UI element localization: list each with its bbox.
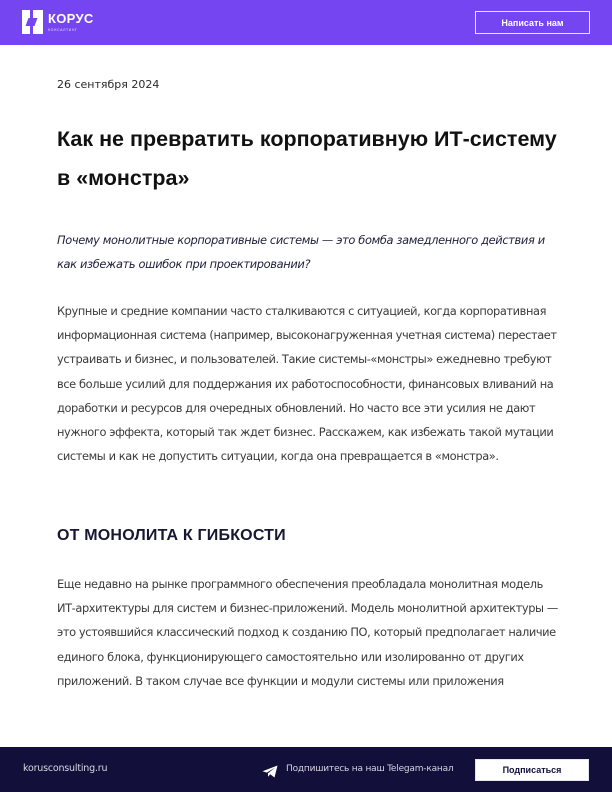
subscribe-button[interactable]: Подписаться bbox=[475, 759, 589, 781]
korus-logo-icon bbox=[22, 10, 43, 34]
logo-name: КОРУС bbox=[48, 11, 94, 26]
logo-subtitle: КОНСАЛТИНГ bbox=[48, 28, 78, 32]
contact-us-button[interactable]: Написать нам bbox=[475, 11, 590, 34]
article-date: 26 сентября 2024 bbox=[57, 78, 160, 91]
korus-logo[interactable] bbox=[22, 10, 94, 34]
article-paragraph: Еще недавно на рынке программного обеспечения преобладала монолитная модель ИТ-архитектуры для систем и бизнес-приложений. Модель монолитной архитектуры — это устоявшийся классический подход к созданию ПО, который предполагает наличие единого блока, функционирующего самостоятельно или изолированно от других приложений. В таком случае все функции и модули системы или приложения bbox=[57, 577, 558, 688]
header-bar bbox=[0, 0, 612, 45]
site-link[interactable]: korusconsulting.ru bbox=[23, 763, 108, 774]
article-paragraph: Крупные и средние компании часто сталкиваются с ситуацией, когда корпоративная информационная система (например, высоконагруженная учетная система) перестает устраивать и бизнес, и пользователей. Такие системы-«монстры» ежедневно требуют все больше усилий для поддержания их работоспособности, финансовых вливаний на доработки и ресурсов для очередных обновлений. Но часто все эти усилия не дают нужного эффекта, который так ждет бизнес. Расскажем, как избежать такой мутации системы и как не допустить ситуации, когда она превращается в «монстра». bbox=[57, 304, 557, 464]
telegram-icon[interactable] bbox=[262, 763, 278, 776]
telegram-subscribe-text[interactable]: Подпишитесь на наш Telegam-канал bbox=[286, 764, 454, 774]
footer-bar bbox=[0, 747, 612, 792]
section-heading: ОТ МОНОЛИТА К ГИБКОСТИ bbox=[57, 527, 286, 544]
article-title: Как не превратить корпоративную ИТ-систему в «монстра» bbox=[57, 127, 557, 190]
article-lead: Почему монолитные корпоративные системы — это бомба замедленного действия и как избежать ошибок при проектировании? bbox=[57, 233, 545, 271]
